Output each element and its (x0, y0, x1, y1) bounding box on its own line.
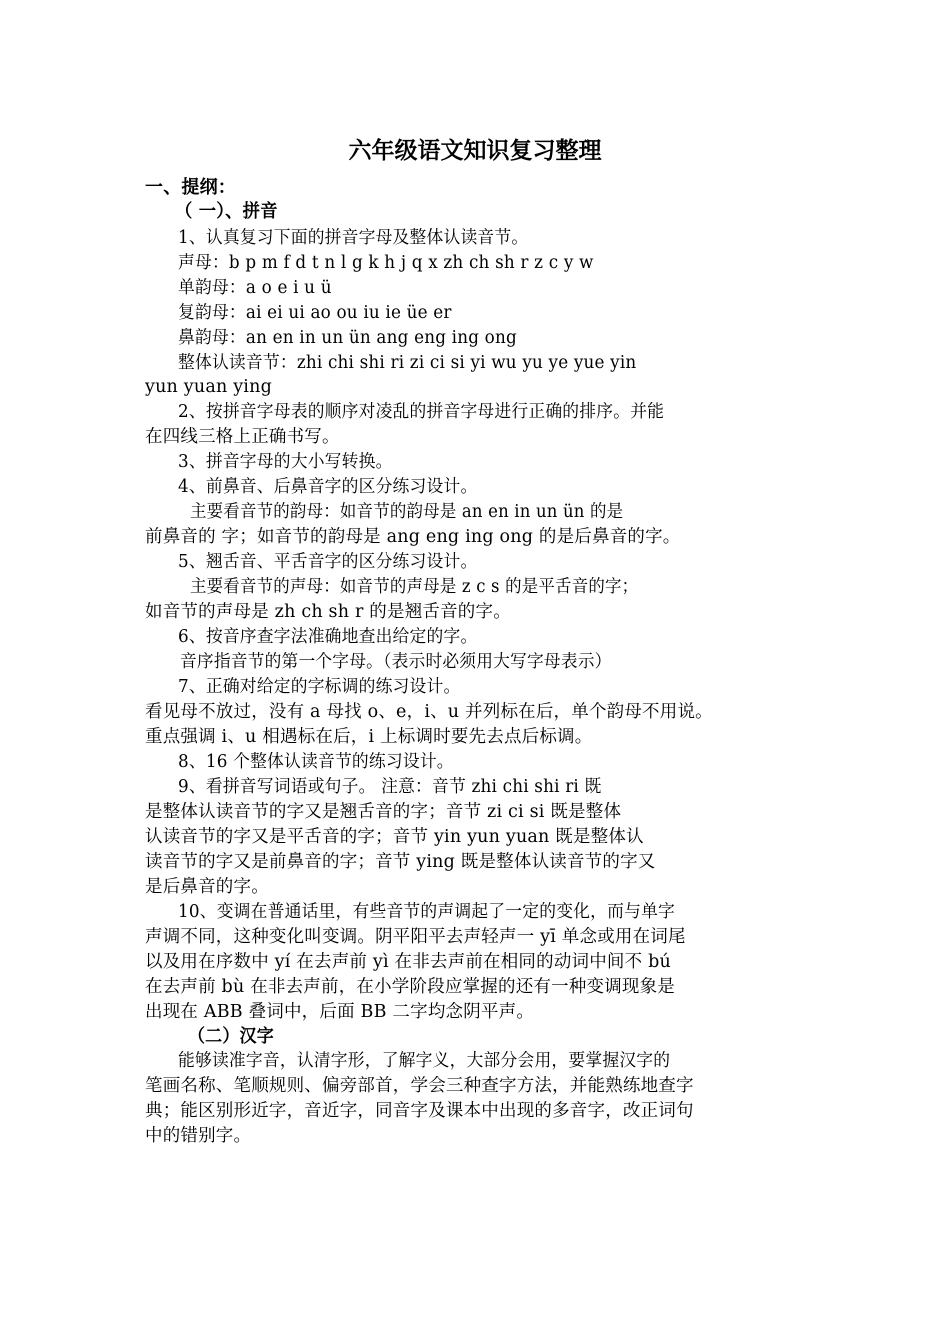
paragraph: 4、前鼻音、后鼻音字的区分练习设计。 (178, 477, 478, 497)
paragraph: 以及用在序数中 yí 在去声前 yì 在非去声前在相同的动词中间不 bú (145, 952, 671, 972)
paragraph: 能够读准字音，认清字形，了解字义，大部分会用，要掌握汉字的 (178, 1051, 671, 1071)
paragraph: 1、认真复习下面的拼音字母及整体认读音节。 (178, 228, 529, 248)
paragraph: 看见母不放过，没有 a 母找 o、e，i、u 并列标在后，单个韵母不用说。 (145, 702, 713, 722)
document-title: 六年级语文知识复习整理 (348, 137, 602, 164)
paragraph: 7、正确对给定的字标调的练习设计。 (178, 677, 461, 697)
initials-line: 声母：b p m f d t n l g k h j q x zh ch sh r z c y w (178, 253, 594, 273)
paragraph: 在去声前 bù 在非去声前，在小学阶段应掌握的还有一种变调现象是 (145, 977, 675, 997)
paragraph: 中的错别字。 (145, 1126, 252, 1146)
subsection-heading: （ 一）、拼音 (175, 201, 278, 222)
paragraph: 前鼻音的 字；如音节的韵母是 ang eng ing ong 的是后鼻音的字。 (145, 527, 681, 547)
paragraph: 如音节的声母是 zh ch sh r 的是翘舌音的字。 (145, 602, 511, 622)
paragraph: 典；能区别形近字，音近字，同音字及课本中出现的多音字，改正词句 (145, 1101, 694, 1121)
paragraph: 2、按拼音字母表的顺序对凌乱的拼音字母进行正确的排序。并能 (178, 402, 665, 422)
whole-syllables-continued: yun yuan ying (145, 377, 272, 397)
paragraph: 3、拼音字母的大小写转换。 (178, 452, 393, 472)
paragraph: 8、16 个整体认读音节的练习设计。 (178, 752, 454, 772)
paragraph: 重点强调 i、u 相遇标在后，i 上标调时要先去点后标调。 (145, 727, 593, 747)
nasal-finals-line: 鼻韵母：an en in un ün ang eng ing ong (178, 328, 517, 348)
section-heading: 一、提纲： (145, 177, 236, 198)
paragraph: 5、翘舌音、平舌音字的区分练习设计。 (178, 552, 478, 572)
paragraph: 主要看音节的声母：如音节的声母是 z c s 的是平舌音的字； (190, 577, 639, 597)
paragraph: 6、按音序查字法准确地查出给定的字。 (178, 627, 478, 647)
paragraph: 是整体认读音节的字又是翘舌音的字；音节 zi ci si 既是整体 (145, 802, 622, 822)
compound-finals-line: 复韵母：ai ei ui ao ou iu ie üe er (178, 303, 452, 323)
paragraph: 是后鼻音的字。 (145, 877, 269, 897)
paragraph: 认读音节的字又是平舌音的字；音节 yin yun yuan 既是整体认 (145, 827, 644, 847)
paragraph: 声调不同，这种变化叫变调。阴平阳平去声轻声一 yī 单念或用在词尾 (145, 927, 686, 947)
paragraph: 读音节的字又是前鼻音的字；音节 ying 既是整体认读音节的字又 (145, 852, 656, 872)
single-finals-line: 单韵母：a o e i u ü (178, 278, 332, 298)
paragraph: 9、看拼音写词语或句子。 注意：音节 zhi chi shi ri 既 (178, 777, 602, 797)
paragraph: 10、变调在普通话里，有些音节的声调起了一定的变化，而与单字 (178, 902, 676, 922)
whole-syllables-line: 整体认读音节：zhi chi shi ri zi ci si yi wu yu ye yue yin (178, 353, 637, 373)
subsection-heading: （二）汉字 (188, 1026, 274, 1047)
paragraph: 主要看音节的韵母：如音节的韵母是 an en in un ün 的是 (190, 502, 624, 522)
paragraph: 在四线三格上正确书写。 (145, 427, 340, 447)
paragraph: 音序指音节的第一个字母。（表示时必须用大写字母表示） (180, 652, 612, 672)
paragraph: 笔画名称、笔顺规则、偏旁部首，学会三种查字方法，并能熟练地查字 (145, 1076, 694, 1096)
paragraph: 出现在 ABB 叠词中，后面 BB 二字均念阴平声。 (145, 1002, 535, 1022)
